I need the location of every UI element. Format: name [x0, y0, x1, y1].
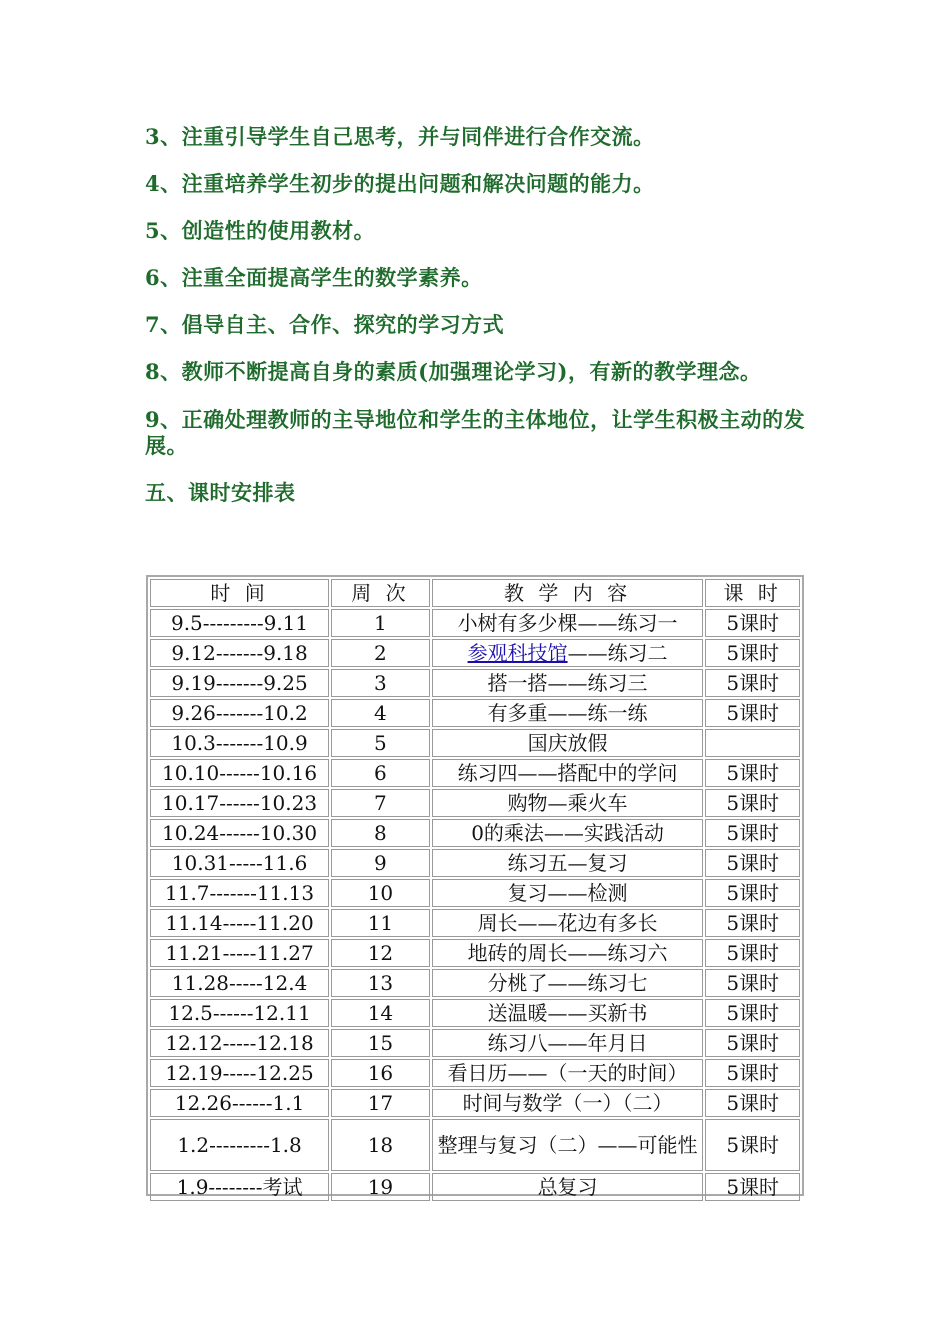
table-row [150, 879, 800, 907]
cell-content: 复习——检测 [432, 879, 704, 907]
cell-content: 整理与复习（二）——可能性 [432, 1119, 704, 1171]
guideline-9: 9、正确处理教师的主导地位和学生的主体地位，让学生积极主动的发展。 [145, 407, 806, 458]
table-header-row [150, 579, 800, 607]
guideline-3: 3、注重引导学生自己思考，并与同伴进行合作交流。 [145, 124, 655, 149]
cell-content: 练习四——搭配中的学问 [432, 759, 704, 787]
cell-hours: 5课时 [705, 819, 800, 847]
cell-time: 12.19-----12.25 [150, 1059, 329, 1087]
cell-hours [705, 729, 800, 757]
guideline-6: 6、注重全面提高学生的数学素养。 [145, 265, 483, 290]
cell-content-suffix: ——练习二 [567, 641, 668, 665]
cell-content: 国庆放假 [432, 729, 704, 757]
cell-time: 12.5------12.11 [150, 999, 329, 1027]
cell-hours: 5课时 [705, 1173, 800, 1201]
cell-week: 17 [331, 1089, 430, 1117]
cell-content: 小树有多少棵——练习一 [432, 609, 704, 637]
table-row [150, 999, 800, 1027]
cell-hours: 5课时 [705, 939, 800, 967]
cell-time: 11.14-----11.20 [150, 909, 329, 937]
cell-content [432, 639, 704, 667]
cell-content: 看日历——（一天的时间） [432, 1059, 704, 1087]
cell-time: 9.19-------9.25 [150, 669, 329, 697]
cell-time: 10.24------10.30 [150, 819, 329, 847]
cell-time: 11.7-------11.13 [150, 879, 329, 907]
cell-content: 地砖的周长——练习六 [432, 939, 704, 967]
table-row [150, 759, 800, 787]
cell-week: 1 [331, 609, 430, 637]
cell-content: 周长——花边有多长 [432, 909, 704, 937]
cell-content: 购物—乘火车 [432, 789, 704, 817]
header-time: 时 间 [150, 579, 329, 607]
guideline-4: 4、注重培养学生初步的提出问题和解决问题的能力。 [145, 171, 655, 196]
cell-week: 9 [331, 849, 430, 877]
cell-hours: 5课时 [705, 969, 800, 997]
cell-content: 分桃了——练习七 [432, 969, 704, 997]
cell-hours: 5课时 [705, 1029, 800, 1057]
table-row [150, 1173, 800, 1201]
cell-week: 14 [331, 999, 430, 1027]
guideline-8: 8、教师不断提高自身的素质(加强理论学习)，有新的教学理念。 [145, 359, 762, 384]
cell-hours: 5课时 [705, 789, 800, 817]
table-row [150, 699, 800, 727]
cell-time: 9.5---------9.11 [150, 609, 329, 637]
cell-time: 10.3-------10.9 [150, 729, 329, 757]
header-hours: 课 时 [705, 579, 800, 607]
table-row [150, 969, 800, 997]
cell-hours: 5课时 [705, 699, 800, 727]
cell-week: 18 [331, 1119, 430, 1171]
science-museum-link[interactable]: 参观科技馆 [467, 641, 568, 665]
guideline-5: 5、创造性的使用教材。 [145, 218, 376, 243]
cell-hours: 5课时 [705, 759, 800, 787]
cell-time: 12.12-----12.18 [150, 1029, 329, 1057]
cell-hours: 5课时 [705, 639, 800, 667]
cell-time: 10.17------10.23 [150, 789, 329, 817]
table-row [150, 729, 800, 757]
table-row [150, 939, 800, 967]
cell-content: 搭一搭——练习三 [432, 669, 704, 697]
table-row [150, 909, 800, 937]
cell-week: 5 [331, 729, 430, 757]
cell-content: 练习八——年月日 [432, 1029, 704, 1057]
table-row [150, 1029, 800, 1057]
schedule-table-frame [146, 575, 804, 1199]
cell-hours: 5课时 [705, 1059, 800, 1087]
cell-content: 送温暖——买新书 [432, 999, 704, 1027]
header-week: 周 次 [331, 579, 430, 607]
cell-week: 19 [331, 1173, 430, 1201]
cell-hours: 5课时 [705, 1119, 800, 1171]
table-row [150, 789, 800, 817]
table-row [150, 609, 800, 637]
table-row [150, 639, 800, 667]
cell-hours: 5课时 [705, 669, 800, 697]
cell-week: 3 [331, 669, 430, 697]
cell-hours: 5课时 [705, 999, 800, 1027]
cell-week: 11 [331, 909, 430, 937]
cell-time: 1.9--------考试 [150, 1173, 329, 1201]
cell-time: 1.2---------1.8 [150, 1119, 329, 1171]
table-row [150, 1059, 800, 1087]
cell-time: 11.28-----12.4 [150, 969, 329, 997]
cell-content: 总复习 [432, 1173, 704, 1201]
cell-hours: 5课时 [705, 909, 800, 937]
cell-hours: 5课时 [705, 609, 800, 637]
cell-time: 12.26------1.1 [150, 1089, 329, 1117]
cell-content: 0的乘法——实践活动 [432, 819, 704, 847]
cell-week: 4 [331, 699, 430, 727]
cell-content: 练习五—复习 [432, 849, 704, 877]
cell-hours: 5课时 [705, 849, 800, 877]
schedule-table [148, 577, 802, 1203]
cell-time: 11.21-----11.27 [150, 939, 329, 967]
cell-time: 10.10------10.16 [150, 759, 329, 787]
cell-week: 12 [331, 939, 430, 967]
cell-hours: 5课时 [705, 1089, 800, 1117]
header-content: 教 学 内 容 [432, 579, 704, 607]
cell-week: 13 [331, 969, 430, 997]
table-row [150, 669, 800, 697]
cell-content: 时间与数学（一）（二） [432, 1089, 704, 1117]
cell-week: 6 [331, 759, 430, 787]
table-row [150, 819, 800, 847]
cell-week: 10 [331, 879, 430, 907]
table-row [150, 1119, 800, 1171]
section-heading: 五、课时安排表 [145, 480, 296, 505]
cell-week: 7 [331, 789, 430, 817]
table-row [150, 1089, 800, 1117]
table-row [150, 849, 800, 877]
cell-week: 16 [331, 1059, 430, 1087]
cell-week: 8 [331, 819, 430, 847]
guideline-7: 7、倡导自主、合作、探究的学习方式 [145, 312, 505, 337]
cell-hours: 5课时 [705, 879, 800, 907]
cell-content: 有多重——练一练 [432, 699, 704, 727]
cell-time: 9.26-------10.2 [150, 699, 329, 727]
cell-time: 10.31-----11.6 [150, 849, 329, 877]
cell-time: 9.12-------9.18 [150, 639, 329, 667]
cell-week: 15 [331, 1029, 430, 1057]
cell-week: 2 [331, 639, 430, 667]
